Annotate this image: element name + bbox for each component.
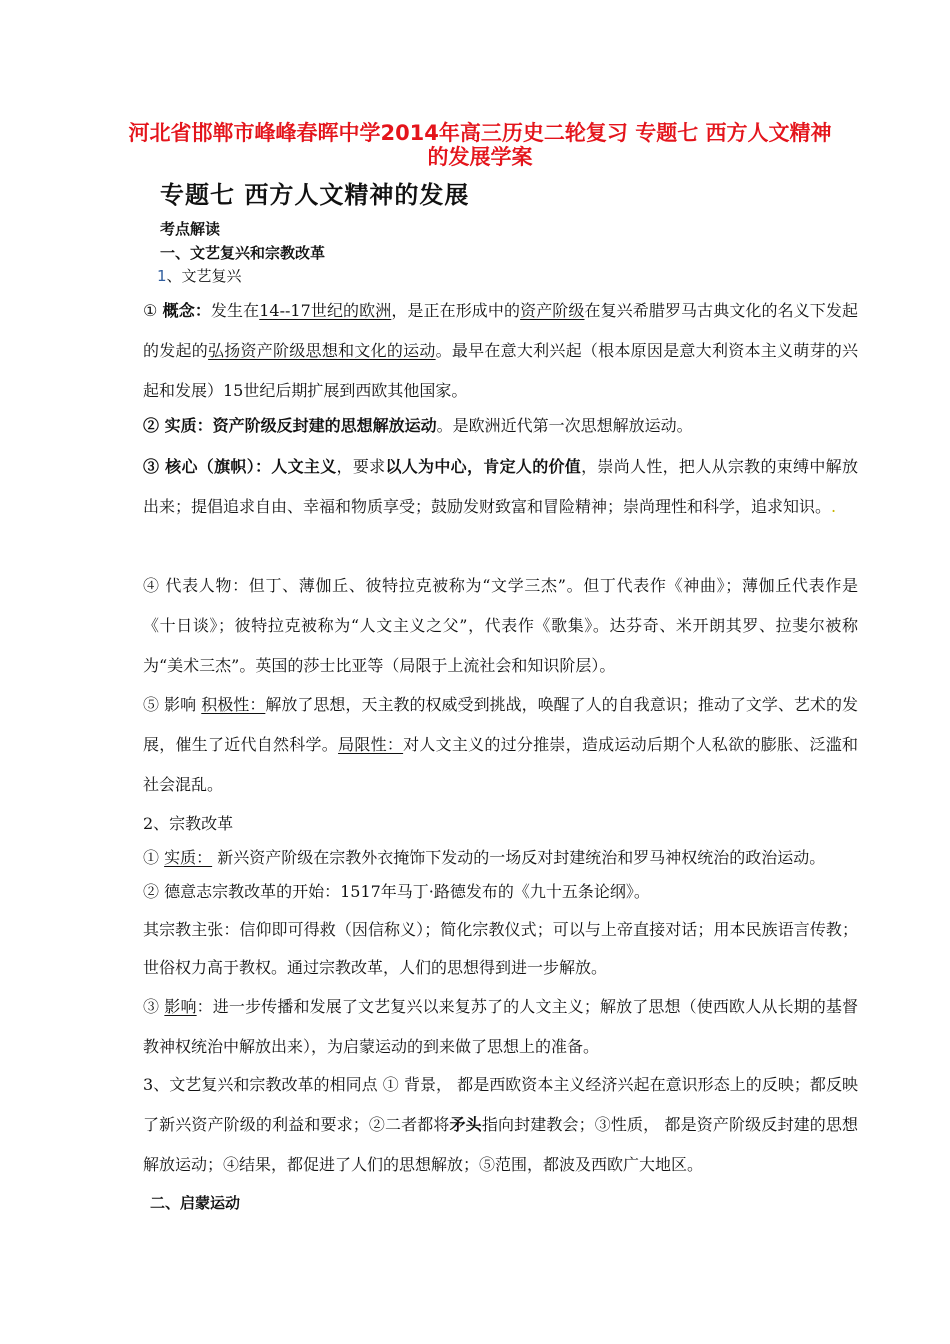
- paragraph-reformation-start: ② 德意志宗教改革的开始：1517年马丁·路德发布的《九十五条论纲》。: [143, 882, 650, 901]
- bold-text: 矛头: [449, 1115, 482, 1134]
- paragraph-similarities: [143, 1065, 858, 1185]
- subsection-reformation: 2、宗教改革: [143, 814, 234, 833]
- underlined-text: 影响: [164, 997, 197, 1016]
- paragraph-core: [143, 447, 858, 527]
- section-label: 考点解读: [160, 220, 221, 238]
- underlined-text: 14--17世纪的欧洲: [259, 301, 392, 320]
- text: ③: [143, 997, 165, 1016]
- topic-heading: 专题七 西方人文精神的发展: [160, 181, 470, 209]
- stray-mark: .: [831, 497, 837, 516]
- paragraph-religious-claims: 其宗教主张：信仰即可得救（因信称义）；简化宗教仪式；可以与上帝直接对话；用本民族语言传教；世俗权力高于教权。通过宗教改革，人们的思想得到进一步解放。: [143, 920, 858, 977]
- section2-heading: 二、启蒙运动: [150, 1194, 241, 1212]
- text: ，崇尚人性，把人从宗教的束缚中解放出来；提倡追求自由、幸福和物质享受；鼓励发财致富和冒险精神；崇尚理性和科学，追求知识。: [143, 457, 858, 516]
- bold-text: 以人为中心，肯定人的价值: [385, 457, 582, 476]
- paragraph-concept: [143, 291, 858, 411]
- paragraph-reformation-influence: [143, 987, 858, 1067]
- section1-heading: 一、文艺复兴和宗教改革: [160, 244, 326, 262]
- text: ，要求: [336, 457, 386, 476]
- underlined-text: 资产阶级: [520, 301, 585, 320]
- text: 解放了思想，天主教的权威受到挑战，唤醒了人的自我意识；推动了文学、艺术的发展，催生了近代自然科学。: [143, 695, 858, 754]
- text: ⑤ 影响: [143, 695, 202, 714]
- text: 指向封建教会；③性质， 都是资产阶级反封建的思想解放运动；④结果，都促进了人们的思想解放；⑤范围，都波及西欧广大地区。: [143, 1115, 858, 1174]
- text: ①: [143, 848, 165, 867]
- subsection-title: 、文艺复兴: [166, 267, 242, 285]
- paragraph-essence: [143, 414, 858, 438]
- underlined-text: 实质：: [164, 848, 213, 867]
- underlined-text: 弘扬资产阶级思想和文化的运动: [208, 341, 436, 360]
- essence-label: ② 实质：资产阶级反封建的思想解放运动: [143, 416, 437, 435]
- text: 新兴资产阶级在宗教外衣掩饰下发动的一场反对封建统治和罗马神权统治的政治运动。: [212, 848, 826, 867]
- text: ：进一步传播和发展了文艺复兴以来复苏了的人文主义；解放了思想（使西欧人从长期的基督教神权统治中解放出来），为启蒙运动的到来做了思想上的准备。: [143, 997, 858, 1056]
- subsection-renaissance: [157, 265, 242, 286]
- positive-label: 积极性：: [201, 695, 266, 714]
- core-label: ③ 核心（旗帜）：人文主义: [143, 457, 337, 476]
- text: 发生在: [210, 301, 260, 320]
- text: 。是欧洲近代第一次思想解放运动。: [436, 416, 693, 435]
- paragraph-reformation-essence: [143, 846, 858, 870]
- limitation-label: 局限性：: [338, 735, 404, 754]
- paragraph-representatives: ④ 代表人物：但丁、薄伽丘、彼特拉克被称为“文学三杰”。但丁代表作《神曲》；薄伽丘代表作是《十日谈》；彼特拉克被称为“人文主义之父”，代表作《歌集》。达芬奇、米开朗其罗、拉斐尔被称为“美术三杰”。英国的莎士比亚等（局限于上流社会和知识阶层）。: [143, 576, 858, 675]
- text: ，是正在形成中的: [391, 301, 521, 320]
- concept-label: 概念：: [162, 301, 211, 320]
- subsection-number: 1: [157, 267, 167, 285]
- text: 3、文艺复兴和宗教改革的相同点 ① 背景， 都是西欧资本主义经济兴起在意识形态上的反映；都反映了新兴资产阶级的利益和要求；②二者都将: [143, 1075, 858, 1134]
- paragraph-influence: [143, 685, 858, 805]
- text: 。最早在意大利兴起（根本原因是意大利资本主义萌芽的兴起和发展）15世纪后期扩展到西欧其他国家。: [143, 341, 858, 400]
- text: 在复兴希腊罗马古典文化的名义下发起的发起的: [143, 301, 858, 360]
- marker: ①: [143, 301, 158, 320]
- document-title: 河北省邯郸市峰峰春晖中学2014年高三历史二轮复习 专题七 西方人文精神的发展学案: [128, 121, 832, 169]
- text: 对人文主义的过分推崇，造成运动后期个人私欲的膨胀、泛滥和社会混乱。: [143, 735, 858, 794]
